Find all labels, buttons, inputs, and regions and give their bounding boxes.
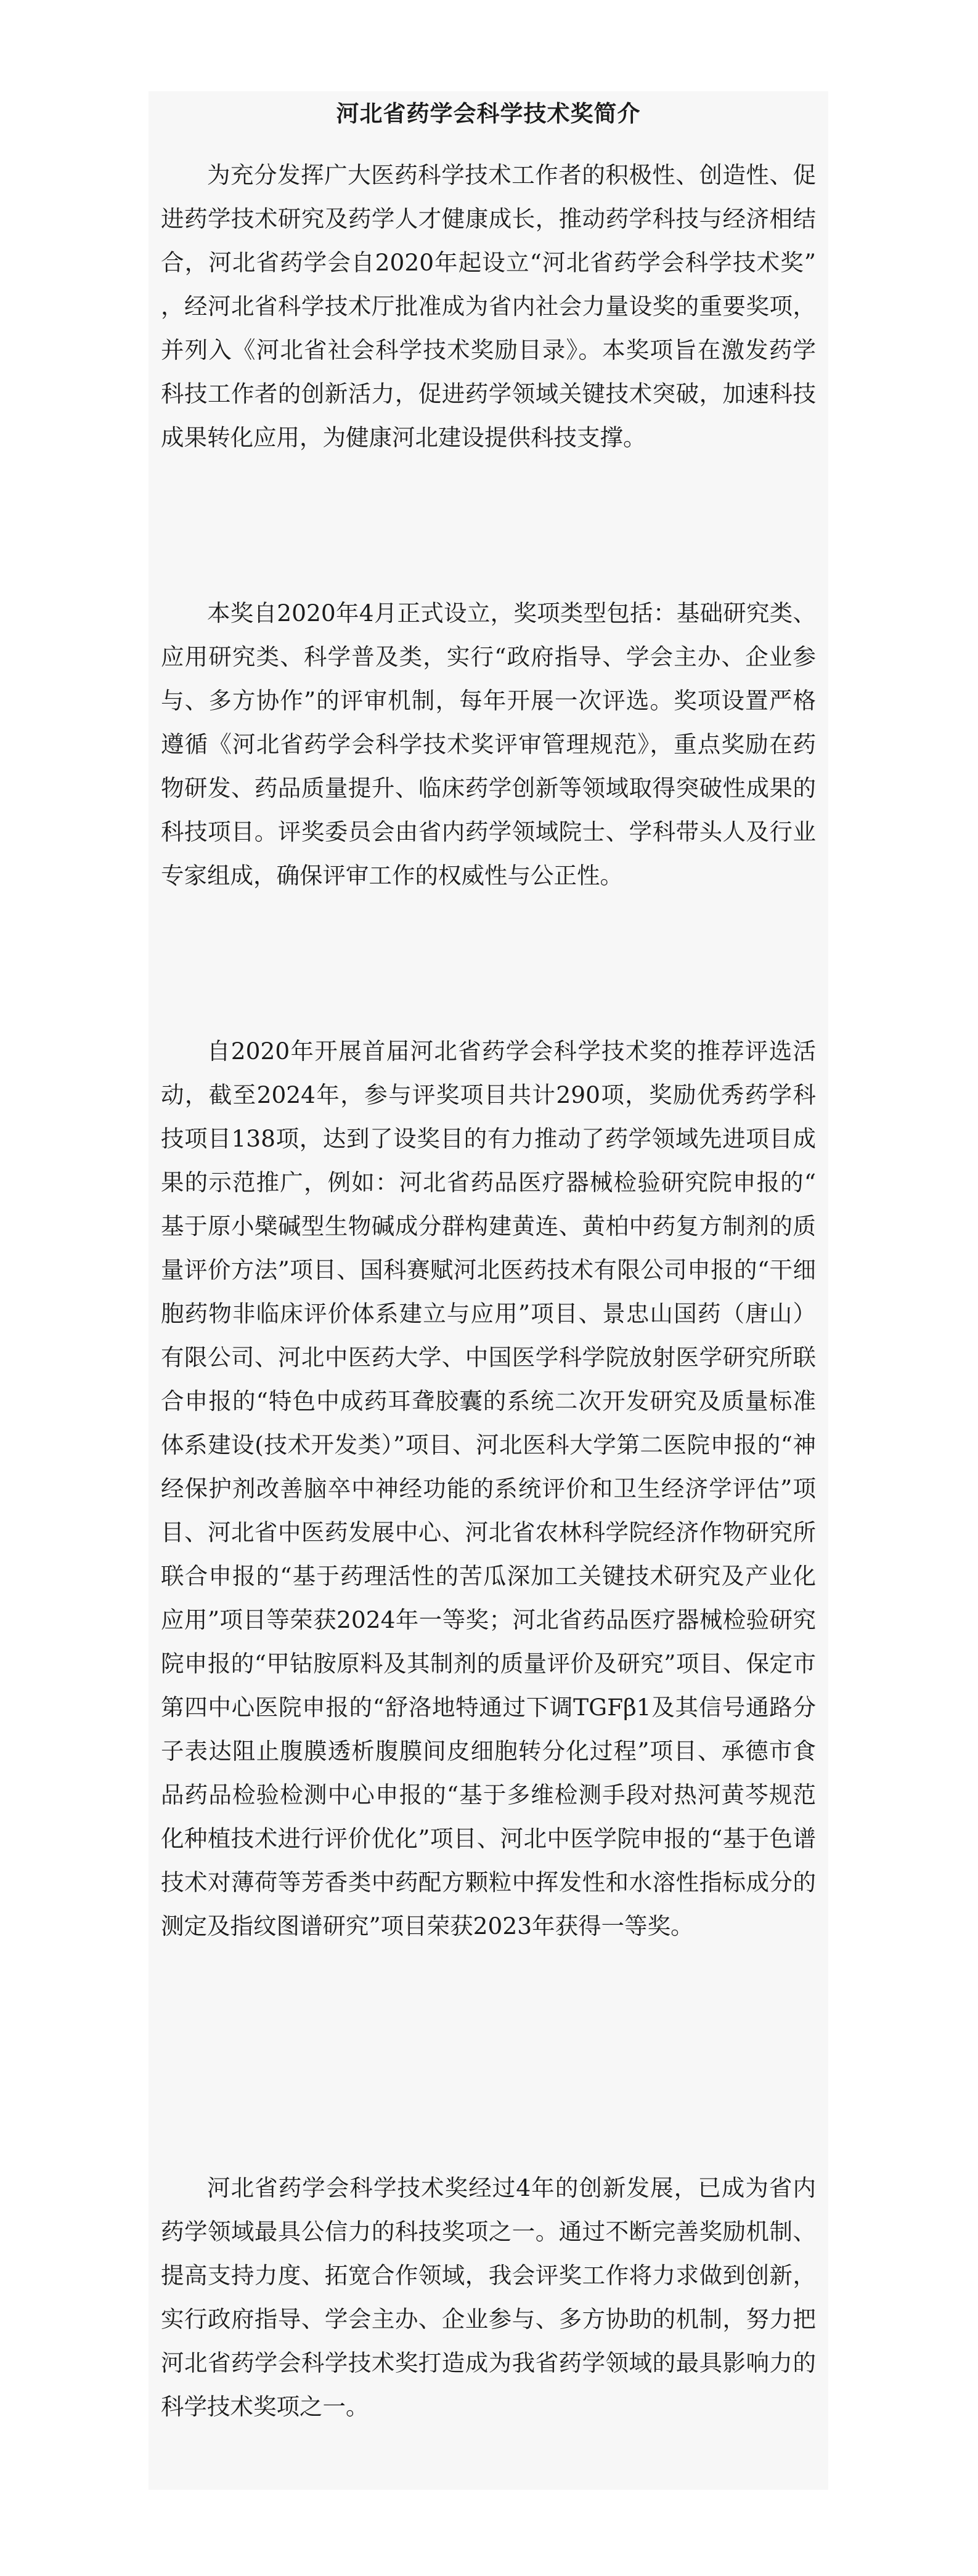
paragraph-award-categories: 本奖自2020年4月正式设立，奖项类型包括：基础研究类、应用研究类、科学普及类，实行“政府指导、学会主办、企业参与、多方协作”的评审机制，每年开展一次评选。奖项设置严格遵循《河北省药学会科学技术奖评审管理规范》，重点奖励在药物研发、药品质量提升、临床药学创新等领域取得突破性成果的科技项目。评奖委员会由省内药学领域院士、学科带头人及行业专家组成，确保评审工作的权威性与公正性。 <box>161 599 816 889</box>
page-title: 河北省药学会科学技术奖简介 <box>336 100 641 127</box>
paragraph-introduction: 为充分发挥广大医药科学技术工作者的积极性、创造性、促进药学技术研究及药学人才健康成长，推动药学科技与经济相结合，河北省药学会自2020年起设立“河北省药学会科学技术奖”，经河北省科学技术厅批准成为省内社会力量设奖的重要奖项，并列入《河北省社会科学技术奖励目录》。本奖项旨在激发药学科技工作者的创新活力，促进药学领域关键技术突破，加速科技成果转化应用，为健康河北建设提供科技支撑。 <box>161 161 816 451</box>
paragraph-award-history: 自2020年开展首届河北省药学会科学技术奖的推荐评选活动，截至2024年，参与评奖项目共计290项，奖励优秀药学科技项目138项，达到了设奖目的有力推动了药学领域先进项目成果的示范推广，例如：河北省药品医疗器械检验研究院申报的“基于原小檗碱型生物碱成分群构建黄连、黄柏中药复方制剂的质量评价方法”项目、国科赛赋河北医药技术有限公司申报的“干细胞药物非临床评价体系建立与应用”项目、景忠山国药（唐山）有限公司、河北中医药大学、中国医学科学院放射医学研究所联合申报的“特色中成药耳聋胶囊的系统二次开发研究及质量标准体系建设(技术开发类）”项目、河北医科大学第二医院申报的“神经保护剂改善脑卒中神经功能的系统评价和卫生经济学评估”项目、河北省中医药发展中心、河北省农林科学院经济作物研究所联合申报的“基于药理活性的苦瓜深加工关键技术研究及产业化应用”项目等荣获2024年一等奖；河北省药品医疗器械检验研究院申报的“甲钴胺原料及其制剂的质量评价及研究”项目、保定市第四中心医院申报的“舒洛地特通过下调TGFβ1及其信号通路分子表达阻止腹膜透析腹膜间皮细胞转分化过程”项目、承德市食品药品检验检测中心申报的“基于多维检测手段对热河黄芩规范化种植技术进行评价优化”项目、河北中医学院申报的“基于色谱技术对薄荷等芳香类中药配方颗粒中挥发性和水溶性指标成分的测定及指纹图谱研究”项目荣获2023年获得一等奖。 <box>161 1038 816 1940</box>
paragraph-conclusion: 河北省药学会科学技术奖经过4年的创新发展，已成为省内药学领域最具公信力的科技奖项之一。通过不断完善奖励机制、提高支持力度、拓宽合作领域，我会评奖工作将力求做到创新，实行政府指导、学会主办、企业参与、多方协助的机制，努力把河北省药学会科学技术奖打造成为我省药学领域的最具影响力的科学技术奖项之一。 <box>161 2174 816 2420</box>
